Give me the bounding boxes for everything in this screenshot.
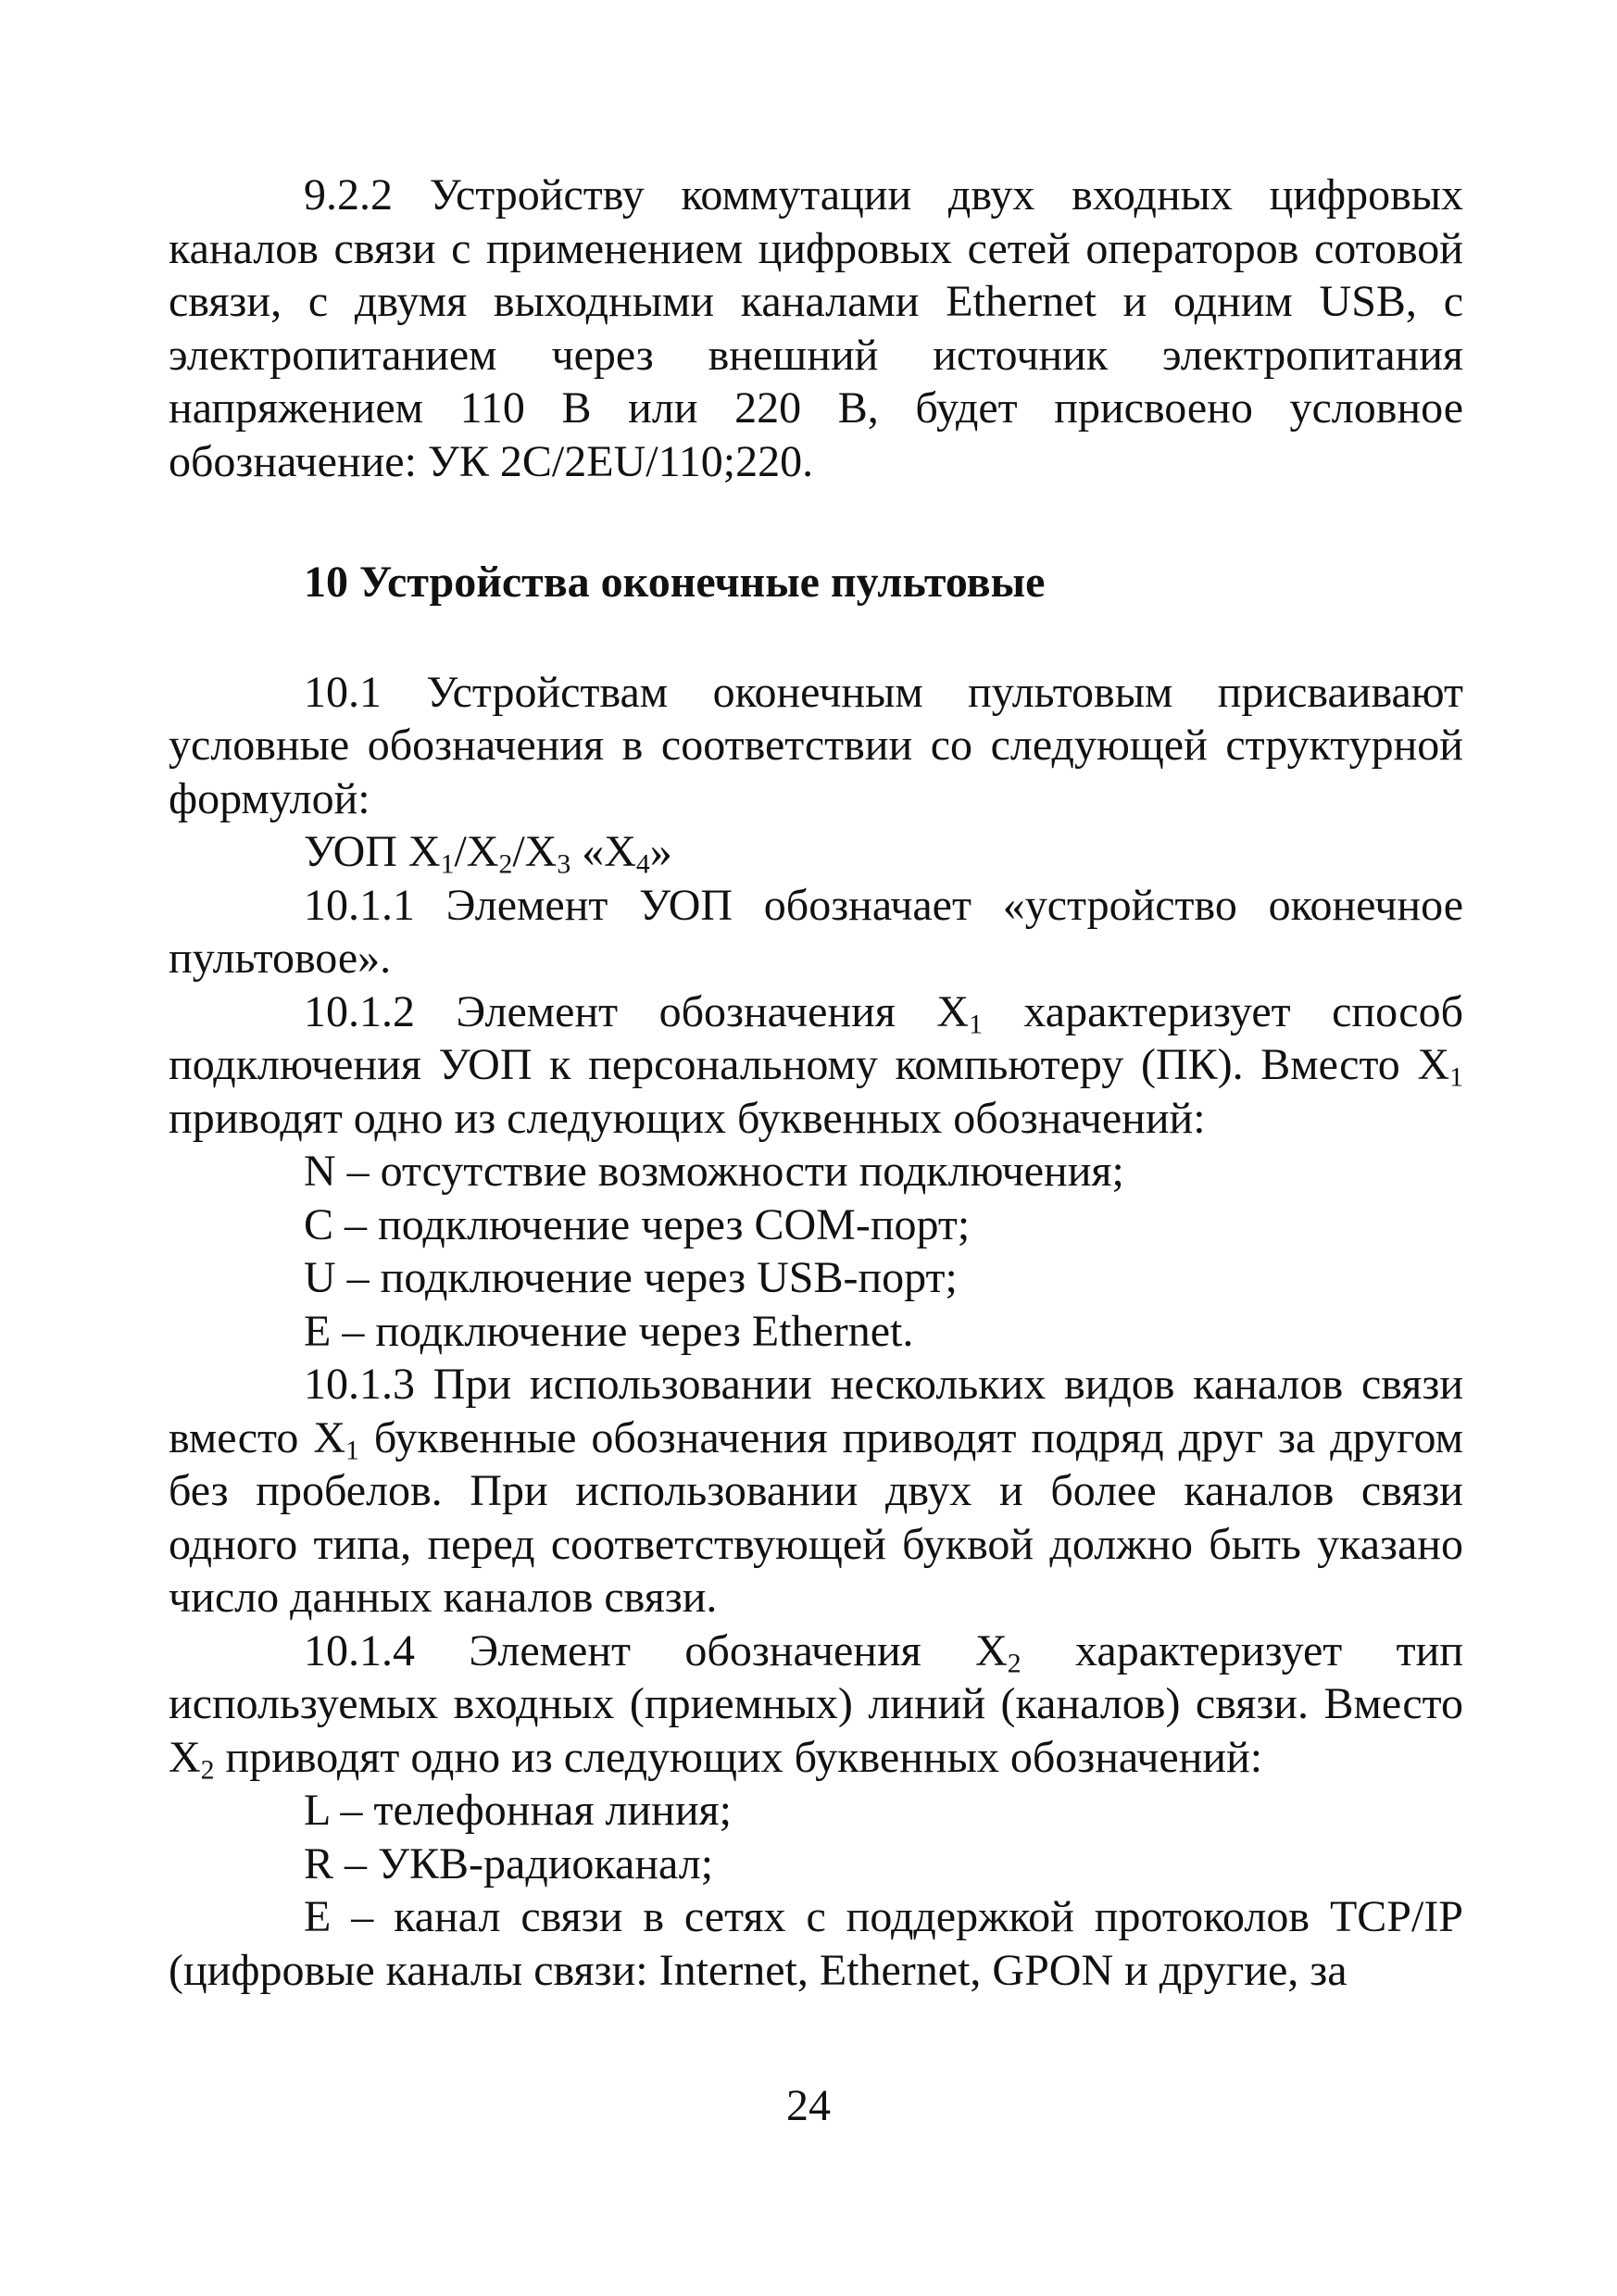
paragraph-text: приводят одно из следующих буквенных обозначений: xyxy=(169,1093,1206,1143)
formula-text: «X xyxy=(570,827,636,876)
subscript: 2 xyxy=(200,1753,215,1785)
paragraph-text: характеризует тип используемых входных (приемных) линий (каналов) связи. Вместо X xyxy=(169,1625,1464,1782)
list-item: C – подключение через COM-порт; xyxy=(304,1199,971,1249)
formula-text: » xyxy=(649,827,672,876)
formula-subscript: 1 xyxy=(440,848,455,880)
list-item: U – подключение через USB-порт; xyxy=(304,1253,958,1302)
page-number: 24 xyxy=(786,2081,831,2130)
list-item: L – телефонная линия; xyxy=(304,1786,732,1835)
list-item: N – отсутствие возможности подключения; xyxy=(304,1147,1124,1196)
list-item: E – подключение через Ethernet. xyxy=(304,1306,914,1356)
subscript: 1 xyxy=(345,1434,359,1465)
paragraph-text: характеризует способ подключения УОП к персональному компьютеру (ПК). Вместо X xyxy=(169,986,1464,1089)
subscript: 2 xyxy=(1007,1647,1022,1678)
formula-text: /X xyxy=(454,827,499,876)
paragraph-e-tcp-ip: E – канал связи в сетях с поддержкой протоколов TCP/IP (цифровые каналы связи: Internet, Ethernet, GPON и другие, за xyxy=(169,1892,1463,1995)
formula-subscript: 4 xyxy=(635,848,650,880)
paragraph-text: 10.1.3 При использовании нескольких видов каналов связи вместо X xyxy=(169,1360,1463,1462)
section-heading-10: 10 Устройства оконечные пультовые xyxy=(304,558,1046,607)
paragraph-10-1-3 xyxy=(169,1358,1463,1625)
formula-text: /X xyxy=(512,827,558,876)
paragraph-10-1-2 xyxy=(169,985,1463,1146)
paragraph-text: 10.1.2 Элемент обозначения X xyxy=(304,986,970,1036)
paragraph-9-2-2: 9.2.2 Устройству коммутации двух входных цифровых каналов связи с применением цифровых сетей операторов сотовой связи, с двумя выходными каналами Ethernet и одним USB, с электропитанием через внешний источник электропитания напряжением 110 В или 220 В, будет присвоено условное обозначение: УК 2С/2EU/110;220. xyxy=(169,170,1463,486)
paragraph-10-1-4 xyxy=(169,1625,1463,1785)
subscript: 1 xyxy=(969,1008,983,1039)
formula-subscript: 3 xyxy=(557,848,571,880)
paragraph-text: приводят одно из следующих буквенных обозначений: xyxy=(214,1732,1263,1782)
formula-text: УОП X xyxy=(304,827,441,876)
list-item: R – УКВ-радиоканал; xyxy=(304,1838,714,1888)
paragraph-10-1: 10.1 Устройствам оконечным пультовым присваивают условные обозначения в соответствии со следующей структурной формулой: xyxy=(169,667,1463,823)
formula-subscript: 2 xyxy=(498,848,513,880)
subscript: 1 xyxy=(1449,1061,1463,1093)
paragraph-text: буквенные обозначения приводят подряд друг за другом без пробелов. При использовании двух и более каналов связи одного типа, перед соответствующей буквой должно быть указано число данных каналов связи. xyxy=(169,1412,1463,1622)
structural-formula xyxy=(169,825,1463,879)
paragraph-10-1-1: 10.1.1 Элемент УОП обозначает «устройство оконечное пультовое». xyxy=(169,880,1463,983)
page-content xyxy=(169,169,1463,1997)
paragraph-text: 10.1.4 Элемент обозначения X xyxy=(304,1625,1008,1675)
